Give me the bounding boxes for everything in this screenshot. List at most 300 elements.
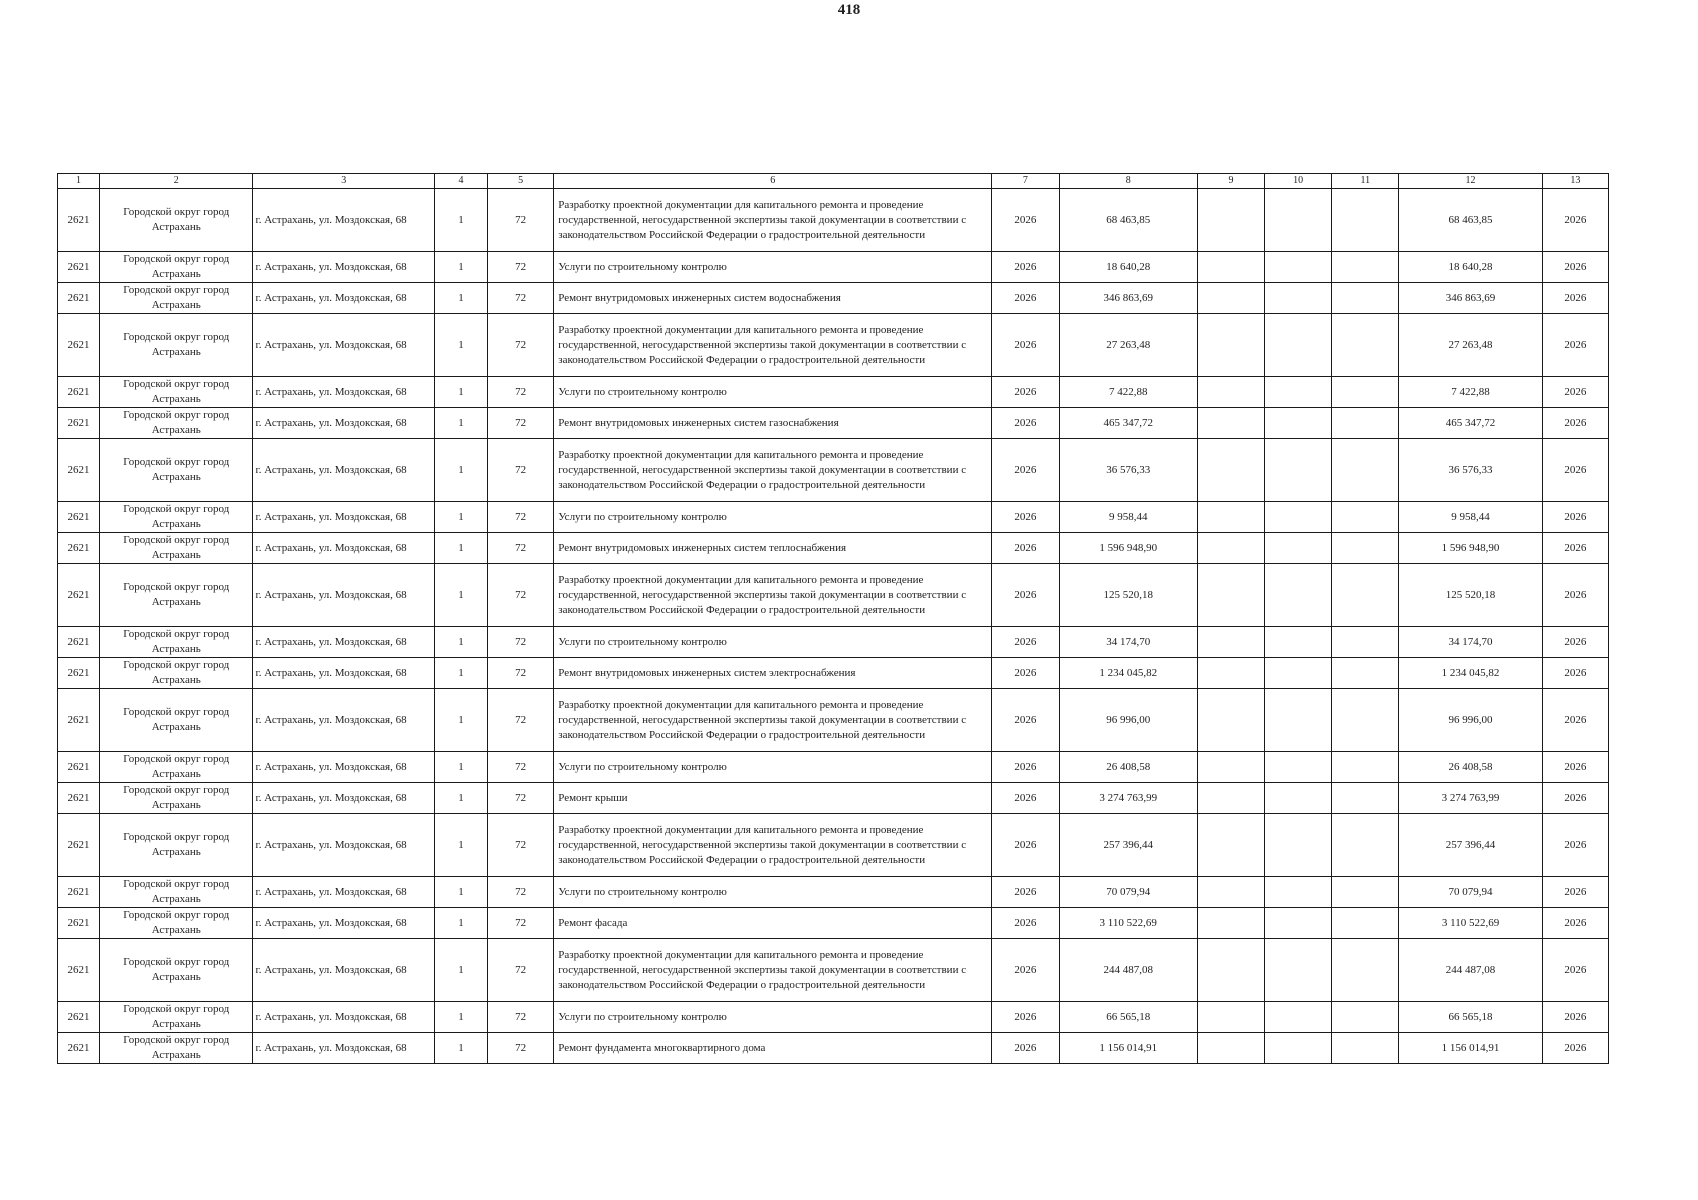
cell-municipality: Городской округ город Астрахань [100,439,253,502]
cell-work-type: Разработку проектной документации для капитального ремонта и проведение государственной, негосударственной экспертизы такой документации в соответствии с законодательством Российской Федерации о градостроительной деятельности [554,189,992,252]
table-row [58,783,1609,814]
cell-year: 2026 [992,939,1059,1002]
cell-cost-fund: 1 156 014,91 [1399,1033,1542,1064]
cell-col9 [1197,939,1264,1002]
cell-col11 [1332,314,1399,377]
cell-col5: 72 [488,252,554,283]
cell-municipality: Городской округ город Астрахань [100,939,253,1002]
cell-completion-year: 2026 [1542,533,1608,564]
column-number: 3 [253,174,434,189]
cell-address: г. Астрахань, ул. Моздокская, 68 [253,752,434,783]
cell-address: г. Астрахань, ул. Моздокская, 68 [253,689,434,752]
cell-object-id: 2621 [58,783,100,814]
cell-col9 [1197,658,1264,689]
cell-object-id: 2621 [58,877,100,908]
cell-col10 [1265,1033,1332,1064]
cell-col4: 1 [434,283,487,314]
cell-cost-fund: 70 079,94 [1399,877,1542,908]
cell-col10 [1265,314,1332,377]
cell-cost-total: 68 463,85 [1059,189,1197,252]
cell-col10 [1265,439,1332,502]
cell-col4: 1 [434,1033,487,1064]
cell-municipality: Городской округ город Астрахань [100,283,253,314]
column-number: 10 [1265,174,1332,189]
cell-year: 2026 [992,564,1059,627]
cell-cost-total: 3 110 522,69 [1059,908,1197,939]
cell-col5: 72 [488,689,554,752]
cell-address: г. Астрахань, ул. Моздокская, 68 [253,877,434,908]
cell-cost-total: 465 347,72 [1059,408,1197,439]
cell-col5: 72 [488,439,554,502]
column-number: 1 [58,174,100,189]
cell-year: 2026 [992,533,1059,564]
cell-col9 [1197,283,1264,314]
cell-year: 2026 [992,689,1059,752]
cell-cost-total: 125 520,18 [1059,564,1197,627]
cell-cost-total: 36 576,33 [1059,439,1197,502]
cell-municipality: Городской округ город Астрахань [100,783,253,814]
cell-cost-total: 27 263,48 [1059,314,1197,377]
cell-address: г. Астрахань, ул. Моздокская, 68 [253,502,434,533]
cell-completion-year: 2026 [1542,252,1608,283]
cell-cost-fund: 68 463,85 [1399,189,1542,252]
cell-address: г. Астрахань, ул. Моздокская, 68 [253,1002,434,1033]
table-row [58,408,1609,439]
cell-cost-total: 1 596 948,90 [1059,533,1197,564]
cell-col9 [1197,877,1264,908]
cell-address: г. Астрахань, ул. Моздокская, 68 [253,439,434,502]
table-row [58,189,1609,252]
cell-object-id: 2621 [58,1002,100,1033]
table-row [58,658,1609,689]
cell-col10 [1265,564,1332,627]
cell-address: г. Астрахань, ул. Моздокская, 68 [253,189,434,252]
cell-col5: 72 [488,783,554,814]
cell-col10 [1265,377,1332,408]
cell-municipality: Городской округ город Астрахань [100,377,253,408]
cell-address: г. Астрахань, ул. Моздокская, 68 [253,564,434,627]
cell-cost-total: 1 234 045,82 [1059,658,1197,689]
column-number: 8 [1059,174,1197,189]
cell-cost-fund: 7 422,88 [1399,377,1542,408]
cell-col9 [1197,252,1264,283]
cell-year: 2026 [992,814,1059,877]
cell-municipality: Городской округ город Астрахань [100,1002,253,1033]
cell-cost-total: 9 958,44 [1059,502,1197,533]
cell-col11 [1332,658,1399,689]
cell-municipality: Городской округ город Астрахань [100,658,253,689]
cell-year: 2026 [992,377,1059,408]
cell-work-type: Услуги по строительному контролю [554,377,992,408]
cell-cost-total: 3 274 763,99 [1059,783,1197,814]
cell-col5: 72 [488,283,554,314]
cell-col9 [1197,314,1264,377]
table-row [58,752,1609,783]
cell-object-id: 2621 [58,627,100,658]
cell-col4: 1 [434,189,487,252]
cell-work-type: Ремонт фасада [554,908,992,939]
cell-col9 [1197,627,1264,658]
cell-col11 [1332,1033,1399,1064]
cell-col9 [1197,908,1264,939]
cell-col11 [1332,408,1399,439]
cell-address: г. Астрахань, ул. Моздокская, 68 [253,939,434,1002]
cell-col5: 72 [488,314,554,377]
cell-address: г. Астрахань, ул. Моздокская, 68 [253,783,434,814]
cell-col11 [1332,877,1399,908]
cell-col9 [1197,408,1264,439]
table-row [58,1002,1609,1033]
cell-completion-year: 2026 [1542,689,1608,752]
cell-year: 2026 [992,252,1059,283]
cell-object-id: 2621 [58,752,100,783]
cell-municipality: Городской округ город Астрахань [100,689,253,752]
cell-municipality: Городской округ город Астрахань [100,502,253,533]
cell-col10 [1265,252,1332,283]
cell-work-type: Разработку проектной документации для капитального ремонта и проведение государственной, негосударственной экспертизы такой документации в соответствии с законодательством Российской Федерации о градостроительной деятельности [554,439,992,502]
cell-col5: 72 [488,1033,554,1064]
cell-cost-fund: 26 408,58 [1399,752,1542,783]
cell-cost-fund: 36 576,33 [1399,439,1542,502]
cell-col10 [1265,877,1332,908]
cell-address: г. Астрахань, ул. Моздокская, 68 [253,1033,434,1064]
table-row [58,314,1609,377]
cell-col10 [1265,658,1332,689]
cell-cost-total: 346 863,69 [1059,283,1197,314]
column-number: 4 [434,174,487,189]
cell-col11 [1332,939,1399,1002]
cell-work-type: Ремонт внутридомовых инженерных систем электроснабжения [554,658,992,689]
cell-object-id: 2621 [58,377,100,408]
cell-cost-fund: 66 565,18 [1399,1002,1542,1033]
column-number: 9 [1197,174,1264,189]
cell-col9 [1197,533,1264,564]
cell-col10 [1265,533,1332,564]
cell-completion-year: 2026 [1542,502,1608,533]
cell-col11 [1332,377,1399,408]
cell-completion-year: 2026 [1542,1002,1608,1033]
cell-completion-year: 2026 [1542,908,1608,939]
cell-cost-fund: 125 520,18 [1399,564,1542,627]
cell-col9 [1197,564,1264,627]
cell-col11 [1332,627,1399,658]
cell-col11 [1332,814,1399,877]
cell-col9 [1197,1033,1264,1064]
cell-cost-fund: 1 596 948,90 [1399,533,1542,564]
cell-col10 [1265,408,1332,439]
cell-col9 [1197,502,1264,533]
cell-col5: 72 [488,502,554,533]
cell-col4: 1 [434,752,487,783]
cell-col10 [1265,689,1332,752]
table-row [58,1033,1609,1064]
cell-year: 2026 [992,189,1059,252]
cell-col10 [1265,752,1332,783]
cell-object-id: 2621 [58,533,100,564]
cell-col11 [1332,189,1399,252]
cell-col4: 1 [434,408,487,439]
cell-cost-fund: 96 996,00 [1399,689,1542,752]
cell-col10 [1265,1002,1332,1033]
cell-col9 [1197,752,1264,783]
cell-year: 2026 [992,627,1059,658]
cell-municipality: Городской округ город Астрахань [100,908,253,939]
cell-municipality: Городской округ город Астрахань [100,408,253,439]
cell-municipality: Городской округ город Астрахань [100,814,253,877]
cell-col9 [1197,439,1264,502]
cell-col11 [1332,689,1399,752]
cell-work-type: Услуги по строительному контролю [554,1002,992,1033]
cell-col10 [1265,189,1332,252]
cell-cost-fund: 1 234 045,82 [1399,658,1542,689]
cell-cost-total: 257 396,44 [1059,814,1197,877]
cell-completion-year: 2026 [1542,877,1608,908]
cell-col10 [1265,283,1332,314]
cell-address: г. Астрахань, ул. Моздокская, 68 [253,814,434,877]
cell-col4: 1 [434,377,487,408]
cell-col11 [1332,533,1399,564]
cell-cost-fund: 244 487,08 [1399,939,1542,1002]
cell-col5: 72 [488,408,554,439]
cell-year: 2026 [992,908,1059,939]
cell-work-type: Разработку проектной документации для капитального ремонта и проведение государственной, негосударственной экспертизы такой документации в соответствии с законодательством Российской Федерации о градостроительной деятельности [554,814,992,877]
cell-object-id: 2621 [58,439,100,502]
cell-address: г. Астрахань, ул. Моздокская, 68 [253,377,434,408]
column-number: 7 [992,174,1059,189]
cell-work-type: Ремонт крыши [554,783,992,814]
cell-cost-fund: 3 110 522,69 [1399,908,1542,939]
cell-municipality: Городской округ город Астрахань [100,314,253,377]
cell-completion-year: 2026 [1542,939,1608,1002]
cell-cost-fund: 18 640,28 [1399,252,1542,283]
cell-object-id: 2621 [58,689,100,752]
cell-year: 2026 [992,1002,1059,1033]
cell-col10 [1265,783,1332,814]
column-number-row [58,174,1609,189]
cell-col11 [1332,783,1399,814]
cell-col4: 1 [434,783,487,814]
cell-address: г. Астрахань, ул. Моздокская, 68 [253,283,434,314]
cell-cost-fund: 465 347,72 [1399,408,1542,439]
cell-completion-year: 2026 [1542,314,1608,377]
cell-municipality: Городской округ город Астрахань [100,752,253,783]
cell-work-type: Разработку проектной документации для капитального ремонта и проведение государственной, негосударственной экспертизы такой документации в соответствии с законодательством Российской Федерации о градостроительной деятельности [554,564,992,627]
cell-year: 2026 [992,439,1059,502]
cell-col5: 72 [488,1002,554,1033]
cell-col11 [1332,439,1399,502]
cell-cost-total: 1 156 014,91 [1059,1033,1197,1064]
cell-municipality: Городской округ город Астрахань [100,252,253,283]
cell-cost-total: 26 408,58 [1059,752,1197,783]
table-row [58,283,1609,314]
cell-col9 [1197,189,1264,252]
cell-col10 [1265,502,1332,533]
page-number: 418 [837,2,861,18]
cell-address: г. Астрахань, ул. Моздокская, 68 [253,908,434,939]
cell-col5: 72 [488,627,554,658]
table-row [58,377,1609,408]
cell-year: 2026 [992,658,1059,689]
cell-col4: 1 [434,314,487,377]
cell-year: 2026 [992,877,1059,908]
cell-cost-fund: 9 958,44 [1399,502,1542,533]
cell-completion-year: 2026 [1542,752,1608,783]
cell-year: 2026 [992,314,1059,377]
cell-col4: 1 [434,533,487,564]
cell-completion-year: 2026 [1542,439,1608,502]
cell-cost-total: 244 487,08 [1059,939,1197,1002]
cell-col4: 1 [434,939,487,1002]
cell-col5: 72 [488,564,554,627]
cell-col11 [1332,564,1399,627]
cell-work-type: Разработку проектной документации для капитального ремонта и проведение государственной, негосударственной экспертизы такой документации в соответствии с законодательством Российской Федерации о градостроительной деятельности [554,314,992,377]
cell-completion-year: 2026 [1542,408,1608,439]
cell-work-type: Ремонт фундамента многоквартирного дома [554,1033,992,1064]
column-number: 11 [1332,174,1399,189]
cell-object-id: 2621 [58,314,100,377]
cell-col11 [1332,752,1399,783]
cell-cost-total: 34 174,70 [1059,627,1197,658]
table-row [58,533,1609,564]
cell-col5: 72 [488,377,554,408]
cell-completion-year: 2026 [1542,189,1608,252]
cell-address: г. Астрахань, ул. Моздокская, 68 [253,627,434,658]
cell-municipality: Городской округ город Астрахань [100,627,253,658]
cell-work-type: Услуги по строительному контролю [554,252,992,283]
column-number: 6 [554,174,992,189]
cell-col4: 1 [434,1002,487,1033]
table-row [58,908,1609,939]
cell-work-type: Разработку проектной документации для капитального ремонта и проведение государственной, негосударственной экспертизы такой документации в соответствии с законодательством Российской Федерации о градостроительной деятельности [554,689,992,752]
cell-cost-total: 96 996,00 [1059,689,1197,752]
table-row [58,877,1609,908]
column-number: 12 [1399,174,1542,189]
cell-object-id: 2621 [58,189,100,252]
cell-col9 [1197,1002,1264,1033]
cell-completion-year: 2026 [1542,783,1608,814]
table-row [58,689,1609,752]
cell-cost-total: 18 640,28 [1059,252,1197,283]
cell-municipality: Городской округ город Астрахань [100,877,253,908]
cell-year: 2026 [992,783,1059,814]
cell-col10 [1265,908,1332,939]
cell-address: г. Астрахань, ул. Моздокская, 68 [253,408,434,439]
cell-year: 2026 [992,1033,1059,1064]
column-number: 13 [1542,174,1608,189]
table-row [58,939,1609,1002]
cell-col9 [1197,377,1264,408]
table-row [58,439,1609,502]
cell-work-type: Ремонт внутридомовых инженерных систем газоснабжения [554,408,992,439]
cell-completion-year: 2026 [1542,377,1608,408]
cell-col9 [1197,689,1264,752]
cell-cost-fund: 346 863,69 [1399,283,1542,314]
cell-col11 [1332,908,1399,939]
column-number: 2 [100,174,253,189]
cell-address: г. Астрахань, ул. Моздокская, 68 [253,314,434,377]
cell-completion-year: 2026 [1542,658,1608,689]
cell-municipality: Городской округ город Астрахань [100,1033,253,1064]
cell-col5: 72 [488,814,554,877]
cell-col10 [1265,939,1332,1002]
cell-year: 2026 [992,283,1059,314]
cell-year: 2026 [992,408,1059,439]
cell-completion-year: 2026 [1542,1033,1608,1064]
table-body [58,189,1609,1064]
cell-object-id: 2621 [58,564,100,627]
cell-address: г. Астрахань, ул. Моздокская, 68 [253,252,434,283]
cell-municipality: Городской округ город Астрахань [100,533,253,564]
cell-col4: 1 [434,627,487,658]
cell-cost-fund: 257 396,44 [1399,814,1542,877]
cell-col5: 72 [488,908,554,939]
cell-col10 [1265,627,1332,658]
cell-cost-total: 7 422,88 [1059,377,1197,408]
cell-cost-fund: 34 174,70 [1399,627,1542,658]
cell-col5: 72 [488,658,554,689]
cell-col9 [1197,783,1264,814]
cell-col5: 72 [488,752,554,783]
table-row [58,502,1609,533]
cell-completion-year: 2026 [1542,627,1608,658]
cell-object-id: 2621 [58,814,100,877]
cell-address: г. Астрахань, ул. Моздокская, 68 [253,533,434,564]
cell-cost-total: 70 079,94 [1059,877,1197,908]
table-row [58,252,1609,283]
table-row [58,564,1609,627]
cell-col4: 1 [434,908,487,939]
cell-cost-fund: 27 263,48 [1399,314,1542,377]
cell-col5: 72 [488,189,554,252]
cell-col10 [1265,814,1332,877]
cell-work-type: Ремонт внутридомовых инженерных систем теплоснабжения [554,533,992,564]
cell-municipality: Городской округ город Астрахань [100,564,253,627]
cell-col5: 72 [488,939,554,1002]
cell-work-type: Услуги по строительному контролю [554,752,992,783]
table-row [58,814,1609,877]
cell-object-id: 2621 [58,908,100,939]
cell-col11 [1332,1002,1399,1033]
cell-completion-year: 2026 [1542,814,1608,877]
cell-year: 2026 [992,752,1059,783]
cell-col9 [1197,814,1264,877]
table-row [58,627,1609,658]
cell-object-id: 2621 [58,252,100,283]
cell-completion-year: 2026 [1542,283,1608,314]
cell-work-type: Разработку проектной документации для капитального ремонта и проведение государственной, негосударственной экспертизы такой документации в соответствии с законодательством Российской Федерации о градостроительной деятельности [554,939,992,1002]
works-table [57,173,1609,1064]
cell-year: 2026 [992,502,1059,533]
cell-work-type: Ремонт внутридомовых инженерных систем водоснабжения [554,283,992,314]
cell-work-type: Услуги по строительному контролю [554,502,992,533]
cell-object-id: 2621 [58,502,100,533]
cell-completion-year: 2026 [1542,564,1608,627]
cell-address: г. Астрахань, ул. Моздокская, 68 [253,658,434,689]
cell-col4: 1 [434,252,487,283]
cell-col11 [1332,252,1399,283]
cell-col4: 1 [434,689,487,752]
cell-work-type: Услуги по строительному контролю [554,627,992,658]
cell-col11 [1332,283,1399,314]
cell-cost-fund: 3 274 763,99 [1399,783,1542,814]
cell-col4: 1 [434,564,487,627]
cell-col4: 1 [434,502,487,533]
cell-col5: 72 [488,877,554,908]
cell-object-id: 2621 [58,408,100,439]
cell-col4: 1 [434,877,487,908]
cell-object-id: 2621 [58,939,100,1002]
cell-col11 [1332,502,1399,533]
